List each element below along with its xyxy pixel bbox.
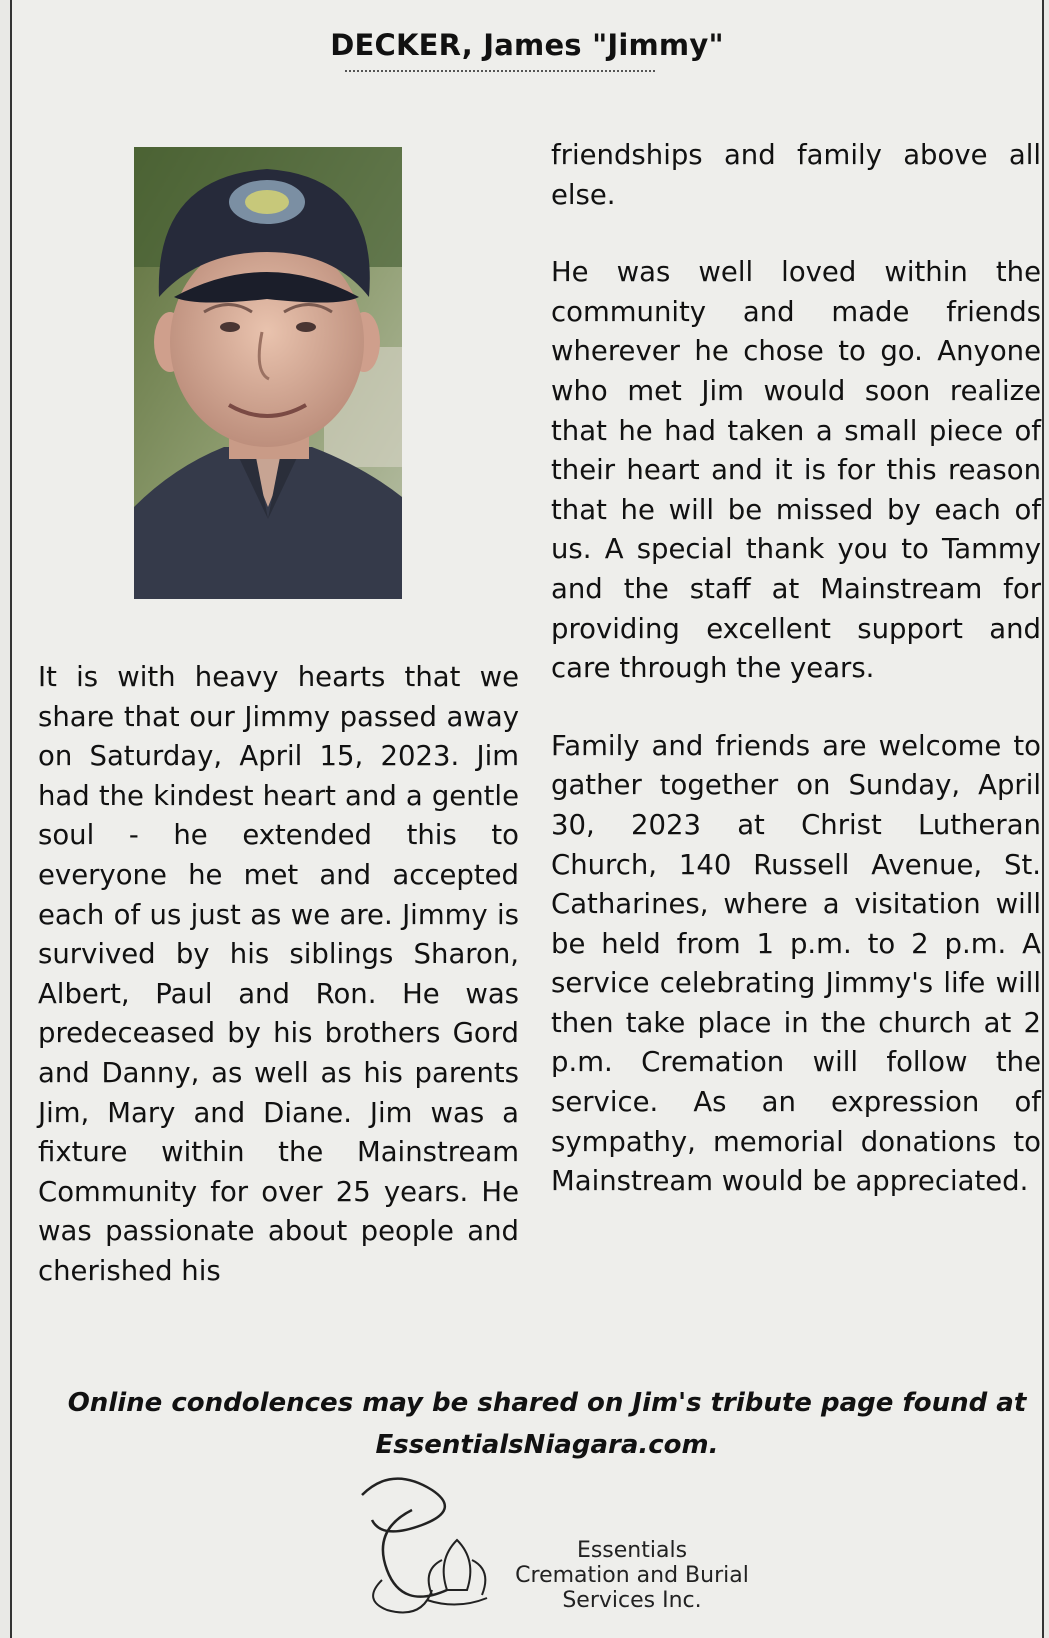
portrait-photo xyxy=(134,147,402,599)
obituary-left-column xyxy=(38,658,519,1292)
obituary-paragraph: He was well loved within the community and made friends wherever he chose to go. Anyone who met Jim would soon realize that he had taken a small piece of their heart and it is for this reason that he will be missed by each of us. A special thank you to Tammy and the staff at Mainstream for providing excellent support and care through the years. xyxy=(551,256,1041,685)
logo-subtitle: Cremation and Burial xyxy=(515,1563,749,1588)
portrait-photo-man-in-cap-icon xyxy=(134,147,402,599)
title-divider xyxy=(345,70,655,72)
obituary-paragraph: Family and friends are welcome to gather together on Sunday, April 30, 2023 at Christ Lutheran Church, 140 Russell Avenue, St. Catharines, where a visitation will be held from 1 p.m. to 2 p.m. A service celebrating Jimmy's life will then take place in the church at 2 p.m. Cremation will follow the service. As an expression of sympathy, memorial donations to Mainstream would be appreciated. xyxy=(551,729,1041,1198)
tribute-link-text: EssentialsNiagara.com. xyxy=(375,1430,719,1460)
funeral-home-logo-text xyxy=(502,1538,762,1613)
logo-name: Essentials xyxy=(576,1538,688,1563)
online-condolences-line: Online condolences may be shared on Jim's tribute page found at xyxy=(67,1388,1027,1418)
obituary-paragraph: friendships and family above all else. xyxy=(551,139,1041,211)
obituary-notice xyxy=(10,0,1044,1638)
online-condolences xyxy=(42,1382,1049,1466)
essentials-lotus-logo-icon xyxy=(352,1470,492,1620)
obituary-right-column xyxy=(551,136,1041,1202)
obituary-title: DECKER, James "Jimmy" xyxy=(330,28,724,62)
logo-subtitle: Services Inc. xyxy=(562,1588,702,1613)
obituary-paragraph: It is with heavy hearts that we share that our Jimmy passed away on Saturday, April 15, 2023. Jim had the kindest heart and a gentle soul - he extended this to everyone he met and accepted each of us just as we are. Jimmy is survived by his siblings Sharon, Albert, Paul and Ron. He was predeceased by his brothers Gord and Danny, as well as his parents Jim, Mary and Diane. Jim was a fixture within the Mainstream Community for over 25 years. He was passionate about people and cherished his xyxy=(38,661,519,1287)
